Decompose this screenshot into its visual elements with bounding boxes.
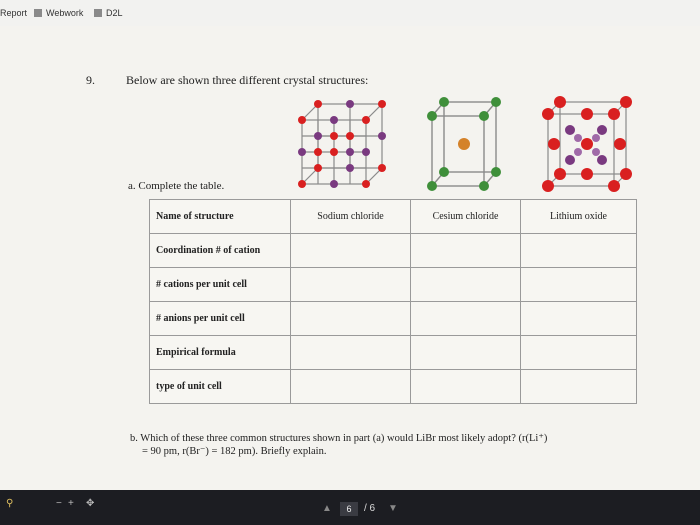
viewer-toolbar: [0, 490, 700, 525]
move-icon[interactable]: ✥: [86, 498, 95, 509]
row-label-empirical-formula: Empirical formula: [150, 336, 291, 370]
webwork-icon: [34, 9, 42, 17]
lithium-oxide-structure: [538, 92, 632, 196]
browser-bookmarks-bar: [0, 0, 700, 27]
row-label-anions: # anions per unit cell: [150, 302, 291, 336]
answer-cell[interactable]: [521, 302, 637, 336]
row-label-unit-cell-type: type of unit cell: [150, 370, 291, 404]
cesium-chloride-structure: [424, 94, 502, 194]
answer-cell[interactable]: [411, 234, 521, 268]
answer-cell[interactable]: [291, 302, 411, 336]
table-row: [150, 302, 637, 336]
row-label-cations: # cations per unit cell: [150, 268, 291, 302]
question-number: 9.: [86, 73, 95, 87]
part-b-line-2: = 90 pm, r(Br⁻) = 182 pm). Briefly explain.: [142, 446, 327, 457]
answer-cell[interactable]: [521, 268, 637, 302]
part-b-line-1: b. Which of these three common structures shown in part (a) would LiBr most likely adopt? (r(Li⁺): [130, 433, 548, 444]
header-name-of-structure: Name of structure: [150, 200, 291, 234]
answer-cell[interactable]: [291, 234, 411, 268]
table-row: [150, 234, 637, 268]
answer-cell[interactable]: [521, 370, 637, 404]
table-row: [150, 336, 637, 370]
header-sodium-chloride: Sodium chloride: [291, 200, 411, 234]
zoom-out-icon[interactable]: −: [56, 498, 62, 509]
bookmark-report[interactable]: Report: [0, 8, 28, 18]
answer-cell[interactable]: [291, 370, 411, 404]
header-cesium-chloride: Cesium chloride: [411, 200, 521, 234]
structures-table: [149, 199, 637, 404]
table-row: [150, 370, 637, 404]
answer-cell[interactable]: [291, 336, 411, 370]
previous-page-icon[interactable]: ▲: [322, 503, 332, 514]
row-label-coordination: Coordination # of cation: [150, 234, 291, 268]
answer-cell[interactable]: [521, 336, 637, 370]
part-b-question: [130, 432, 600, 458]
bookmark-webwork[interactable]: Webwork: [34, 8, 83, 18]
sodium-chloride-structure: [296, 98, 388, 190]
question-text: Below are shown three different crystal structures:: [126, 73, 369, 87]
answer-cell[interactable]: [411, 302, 521, 336]
answer-cell[interactable]: [521, 234, 637, 268]
next-page-icon[interactable]: ▼: [388, 503, 398, 514]
header-lithium-oxide: Lithium oxide: [521, 200, 637, 234]
page-number-input[interactable]: 6: [340, 502, 358, 516]
part-a-label: a. Complete the table.: [128, 180, 225, 192]
d2l-icon: [94, 9, 102, 17]
table-row: [150, 268, 637, 302]
answer-cell[interactable]: [291, 268, 411, 302]
document-page: [0, 26, 700, 490]
search-icon[interactable]: ⚲: [6, 498, 14, 509]
answer-cell[interactable]: [411, 268, 521, 302]
answer-cell[interactable]: [411, 336, 521, 370]
page-total: / 6: [364, 503, 376, 514]
answer-cell[interactable]: [411, 370, 521, 404]
zoom-in-icon[interactable]: +: [68, 498, 74, 509]
bookmark-d2l[interactable]: D2L: [94, 8, 123, 18]
table-header-row: [150, 200, 637, 234]
